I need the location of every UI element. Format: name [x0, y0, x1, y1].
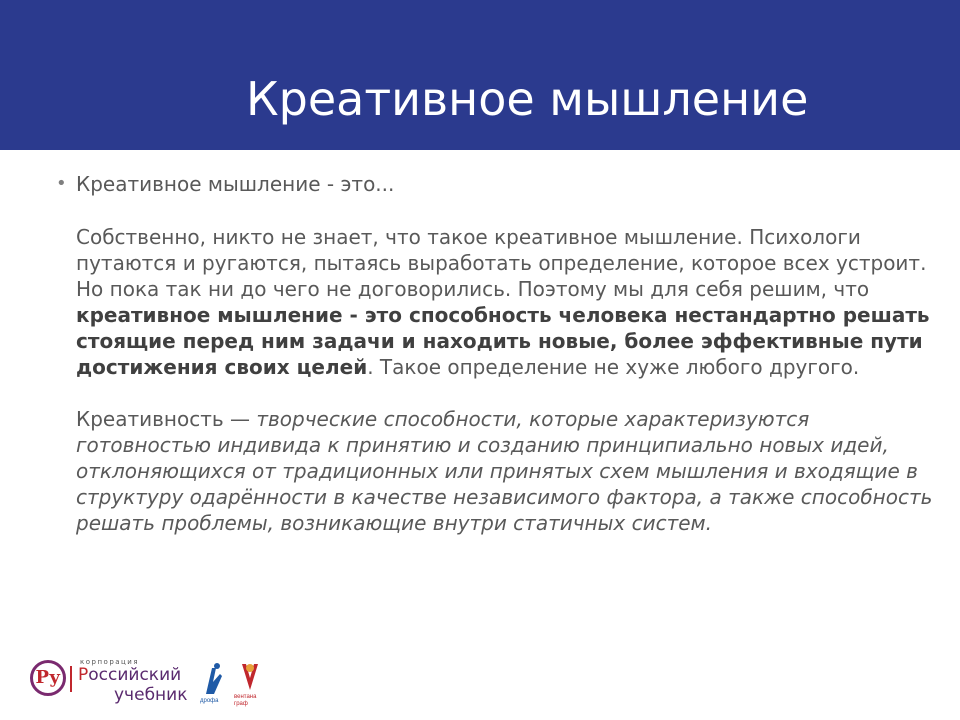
brand-initial: Р [78, 665, 89, 685]
bullet-icon: • [56, 173, 67, 194]
publisher-drofa-label: дрофа [200, 698, 219, 704]
slide-title: Креативное мышление [246, 72, 809, 126]
brand-line2: учебник [114, 685, 188, 705]
ventana-logo-icon [238, 660, 262, 694]
ventana-line2: граф [234, 701, 248, 707]
creativity-lead: Креативность — [76, 407, 257, 431]
ventana-line1: вентана [234, 694, 257, 700]
creativity-italic: творческие способности, которые характеризуются готовностью индивида к принятию и созданию принципиально новых идей, отклоняющихся от традиционных или принятых схем мышления и входящие в структуру одарённости в качестве независимого фактора, а также способность решать проблемы, возникающие внутри статичных систем. [76, 407, 933, 535]
footer-logos [30, 650, 270, 710]
brand-line1-rest: оссийский [88, 665, 182, 685]
logo-divider [70, 666, 72, 692]
bullet-text: Креативное мышление - это... [76, 172, 395, 196]
definition-tail: . Такое определение не хуже любого другого. [367, 355, 860, 379]
corporation-label: корпорация [80, 658, 140, 666]
bullet-item [56, 170, 936, 198]
publisher-ventana-label [234, 694, 256, 708]
definition-bold: креативное мышление - это способность человека нестандартно решать стоящие перед ним задачи и находить новые, более эффективные пути достижения своих целей [76, 303, 930, 379]
creativity-paragraph [76, 406, 936, 536]
definition-paragraph [76, 224, 936, 380]
slide-content [56, 170, 936, 536]
ru-logo-icon: Ру [30, 660, 66, 696]
title-bar [0, 0, 960, 150]
definition-lead: Собственно, никто не знает, что такое креативное мышление. Психологи путаются и ругаются, пытаясь выработать определение, которое всех устроит. Но пока так ни до чего не договорились. Поэтому мы для себя решим, что [76, 225, 927, 301]
drofa-logo-icon [202, 660, 224, 700]
brand-line1 [78, 665, 181, 685]
